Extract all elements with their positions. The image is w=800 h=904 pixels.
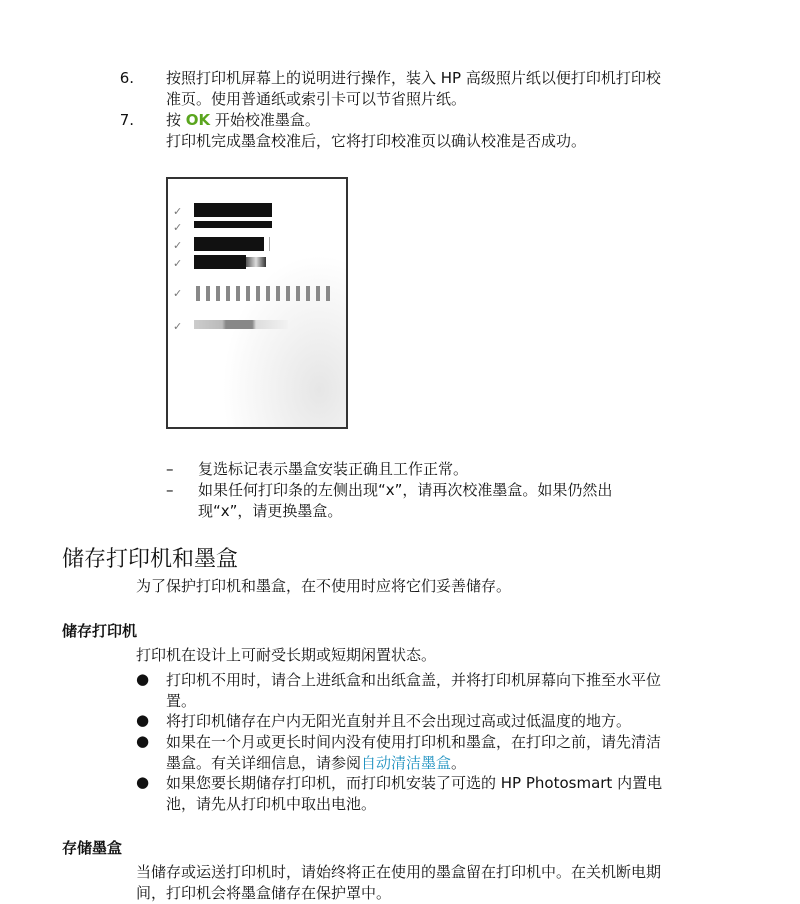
print-bar-gradient xyxy=(246,257,266,267)
stripe xyxy=(316,286,320,301)
print-bar-black-3 xyxy=(194,255,246,269)
step-7-line-2: 打印机完成墨盒校准后，它将打印校准页以确认校准是否成功。 xyxy=(166,132,587,150)
subsection-title-printer: 储存打印机 xyxy=(62,622,138,640)
stripe xyxy=(256,286,260,301)
step-6-line-2: 准页。使用普通纸或索引卡可以节省照片纸。 xyxy=(166,90,467,108)
bullet-icon: ● xyxy=(136,711,150,729)
check-mark-icon: ✓ xyxy=(173,320,183,333)
check-mark-icon: ✓ xyxy=(173,257,183,270)
bullet-icon: ● xyxy=(136,670,150,688)
step-7-number: 7. xyxy=(119,111,134,129)
ok-button-label: OK xyxy=(185,111,211,129)
check-mark-icon: ✓ xyxy=(173,239,183,252)
subsection-printer-intro: 打印机在设计上可耐受长期或短期闲置状态。 xyxy=(136,646,437,664)
stripe xyxy=(306,286,310,301)
stripe xyxy=(216,286,220,301)
print-bar-black-2 xyxy=(194,237,264,251)
subsection-cartridge-line-1: 当储存或运送打印机时，请始终将正在使用的墨盒留在打印机中。在关机断电期 xyxy=(136,863,662,881)
section-title: 储存打印机和墨盒 xyxy=(62,547,239,572)
step-7-pre: 按 xyxy=(166,111,186,129)
dash-item-2-line-1: 如果任何打印条的左侧出现“x”，请再次校准墨盒。如果仍然出 xyxy=(198,481,613,499)
bullet-3-line-1: 如果在一个月或更长时间内没有使用打印机和墨盒，在打印之前，请先清洁 xyxy=(166,733,662,751)
stripe xyxy=(206,286,210,301)
bullet-1-line-2: 置。 xyxy=(166,692,197,710)
subsection-cartridge-line-2: 间，打印机会将墨盒储存在保护罩中。 xyxy=(136,884,392,902)
subsection-title-cartridge: 存储墨盒 xyxy=(62,839,123,857)
bullet-1-line-1: 打印机不用时，请合上进纸盒和出纸盒盖，并将打印机屏幕向下推至水平位 xyxy=(166,671,662,689)
stripe xyxy=(246,286,250,301)
bullet-4-line-1: 如果您要长期储存打印机，而打印机安装了可选的 HP Photosmart 内置电 xyxy=(166,774,663,792)
stripe xyxy=(326,286,330,301)
dash-item-1-line-1: 复选标记表示墨盒安装正确且工作正常。 xyxy=(198,460,469,478)
bullet-3-pre: 墨盒。有关详细信息，请参阅 xyxy=(166,754,362,772)
step-6-line-1: 按照打印机屏幕上的说明进行操作，装入 HP 高级照片纸以便打印机打印校 xyxy=(166,69,661,87)
step-7-line-1 xyxy=(166,110,320,131)
stripe xyxy=(196,286,200,301)
bullet-3-line-2 xyxy=(166,753,466,774)
dash-item-2-line-2: 现“x”，请更换墨盒。 xyxy=(198,502,343,520)
bullet-2-line-1: 将打印机储存在户内无阳光直射并且不会出现过高或过低温度的地方。 xyxy=(166,712,632,730)
print-bar-black xyxy=(194,203,272,217)
check-mark-icon: ✓ xyxy=(173,287,183,300)
bullet-4-line-2: 池，请先从打印机中取出电池。 xyxy=(166,795,377,813)
stripe xyxy=(226,286,230,301)
stripe xyxy=(296,286,300,301)
stripe xyxy=(286,286,290,301)
dash-1: – xyxy=(166,460,174,478)
step-7-post: 开始校准墨盒。 xyxy=(210,111,320,129)
dash-2: – xyxy=(166,481,174,499)
bullet-icon: ● xyxy=(136,773,150,791)
check-mark-icon: ✓ xyxy=(173,205,183,218)
auto-clean-link[interactable]: 自动清洁墨盒 xyxy=(361,754,452,772)
step-6-number: 6. xyxy=(119,69,134,87)
stripe xyxy=(276,286,280,301)
stripe xyxy=(266,286,270,301)
section-intro: 为了保护打印机和墨盒，在不使用时应将它们妥善储存。 xyxy=(136,577,512,595)
check-mark-icon: ✓ xyxy=(173,221,183,234)
alignment-page-icon xyxy=(166,177,348,429)
print-bar-gray xyxy=(194,320,288,329)
bullet-icon: ● xyxy=(136,732,150,750)
stripe xyxy=(236,286,240,301)
bullet-3-post: 。 xyxy=(451,754,467,772)
print-bar-black-thin xyxy=(194,221,272,228)
print-bar-edge xyxy=(266,237,270,251)
